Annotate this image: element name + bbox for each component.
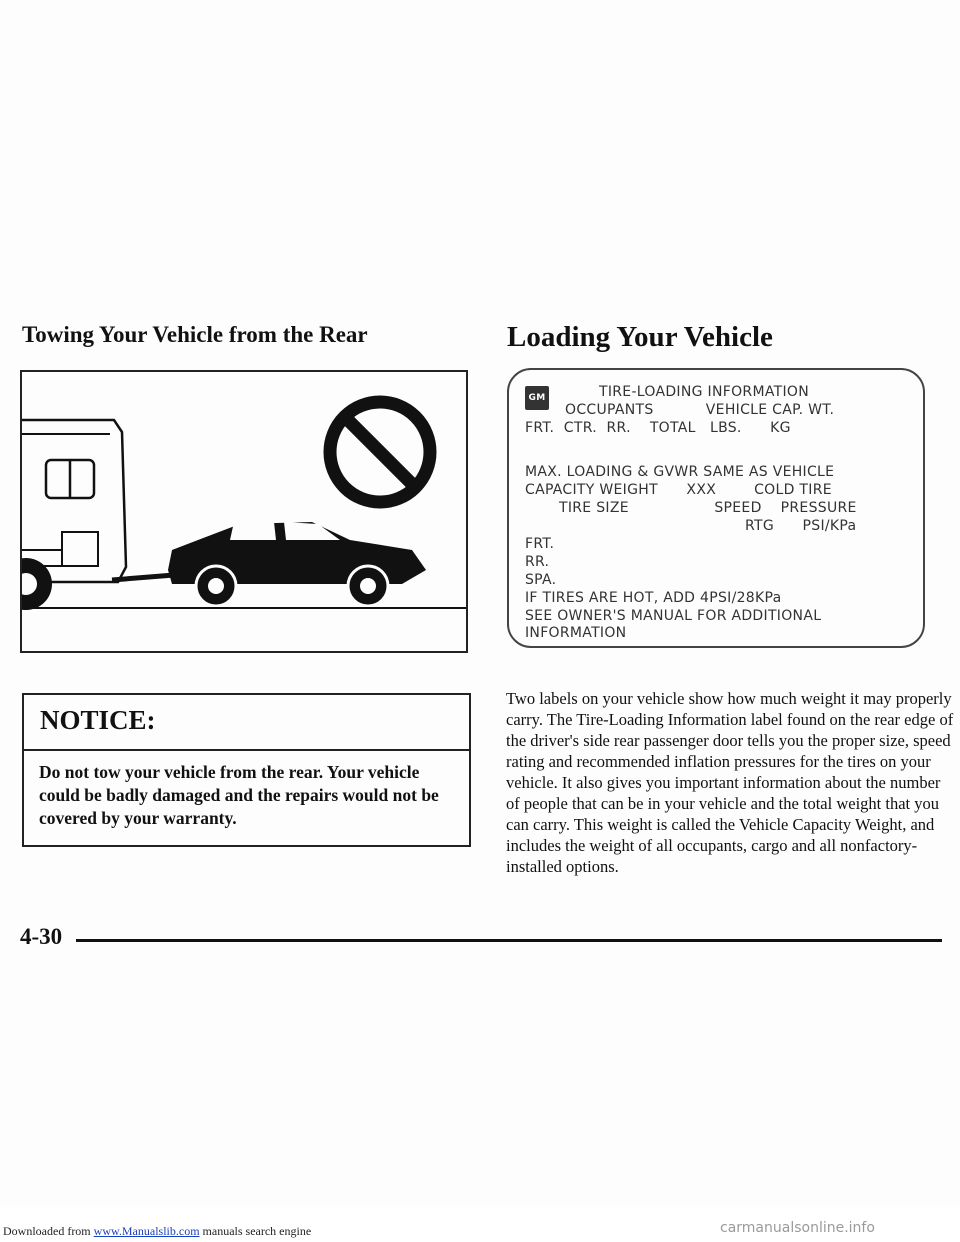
label-line: MAX. LOADING & GVWR SAME AS VEHICLE [525, 464, 835, 480]
label-line: RTG PSI/KPa [745, 518, 857, 534]
left-heading: Towing Your Vehicle from the Rear [22, 322, 368, 347]
label-line: CAPACITY WEIGHT XXX COLD TIRE [525, 482, 832, 498]
label-line: IF TIRES ARE HOT, ADD 4PSI/28KPa [525, 590, 782, 606]
label-line: RR. [525, 554, 550, 570]
tire-loading-label [507, 368, 925, 648]
page-rule [76, 939, 942, 942]
label-line: INFORMATION [525, 625, 627, 641]
footer-prefix: Downloaded from [3, 1224, 91, 1238]
notice-title: NOTICE: [40, 705, 156, 735]
footer-download-note [3, 1224, 311, 1239]
notice-box [22, 693, 471, 847]
label-line: TIRE-LOADING INFORMATION [599, 384, 809, 400]
loading-paragraph: Two labels on your vehicle show how much weight it may properly carry. The Tire-Loading Information label found on the rear edge of the driver's side rear passenger door tells you the proper size, speed rating and recommended inflation pressures for the tires on your vehicle. It also gives you important information about the number of people that can be in your vehicle and the total weight that you can carry. This weight is called the Vehicle Capacity Weight, and includes the weight of all occupants, cargo and all nonfactory-installed options. [506, 689, 954, 876]
gm-logo-icon: GM [525, 386, 549, 410]
manualslib-link[interactable]: www.Manualslib.com [93, 1224, 200, 1238]
footer-watermark: carmanualsonline.info [720, 1220, 875, 1236]
label-line: TIRE SIZE SPEED PRESSURE [559, 500, 857, 516]
right-heading: Loading Your Vehicle [507, 321, 773, 353]
footer-suffix: manuals search engine [202, 1224, 312, 1238]
label-line: SPA. [525, 572, 557, 588]
notice-body: Do not tow your vehicle from the rear. Your vehicle could be badly damaged and the repairs would not be covered by your warranty. [39, 762, 439, 828]
page-number: 4-30 [20, 924, 63, 949]
label-line: SEE OWNER'S MANUAL FOR ADDITIONAL [525, 608, 822, 624]
notice-title-bar [24, 695, 469, 751]
towing-illustration [20, 370, 468, 653]
label-line: OCCUPANTS VEHICLE CAP. WT. [565, 402, 835, 418]
label-line: FRT. CTR. RR. TOTAL LBS. KG [525, 420, 791, 436]
label-line: FRT. [525, 536, 555, 552]
towing-illustration-svg [22, 372, 466, 651]
